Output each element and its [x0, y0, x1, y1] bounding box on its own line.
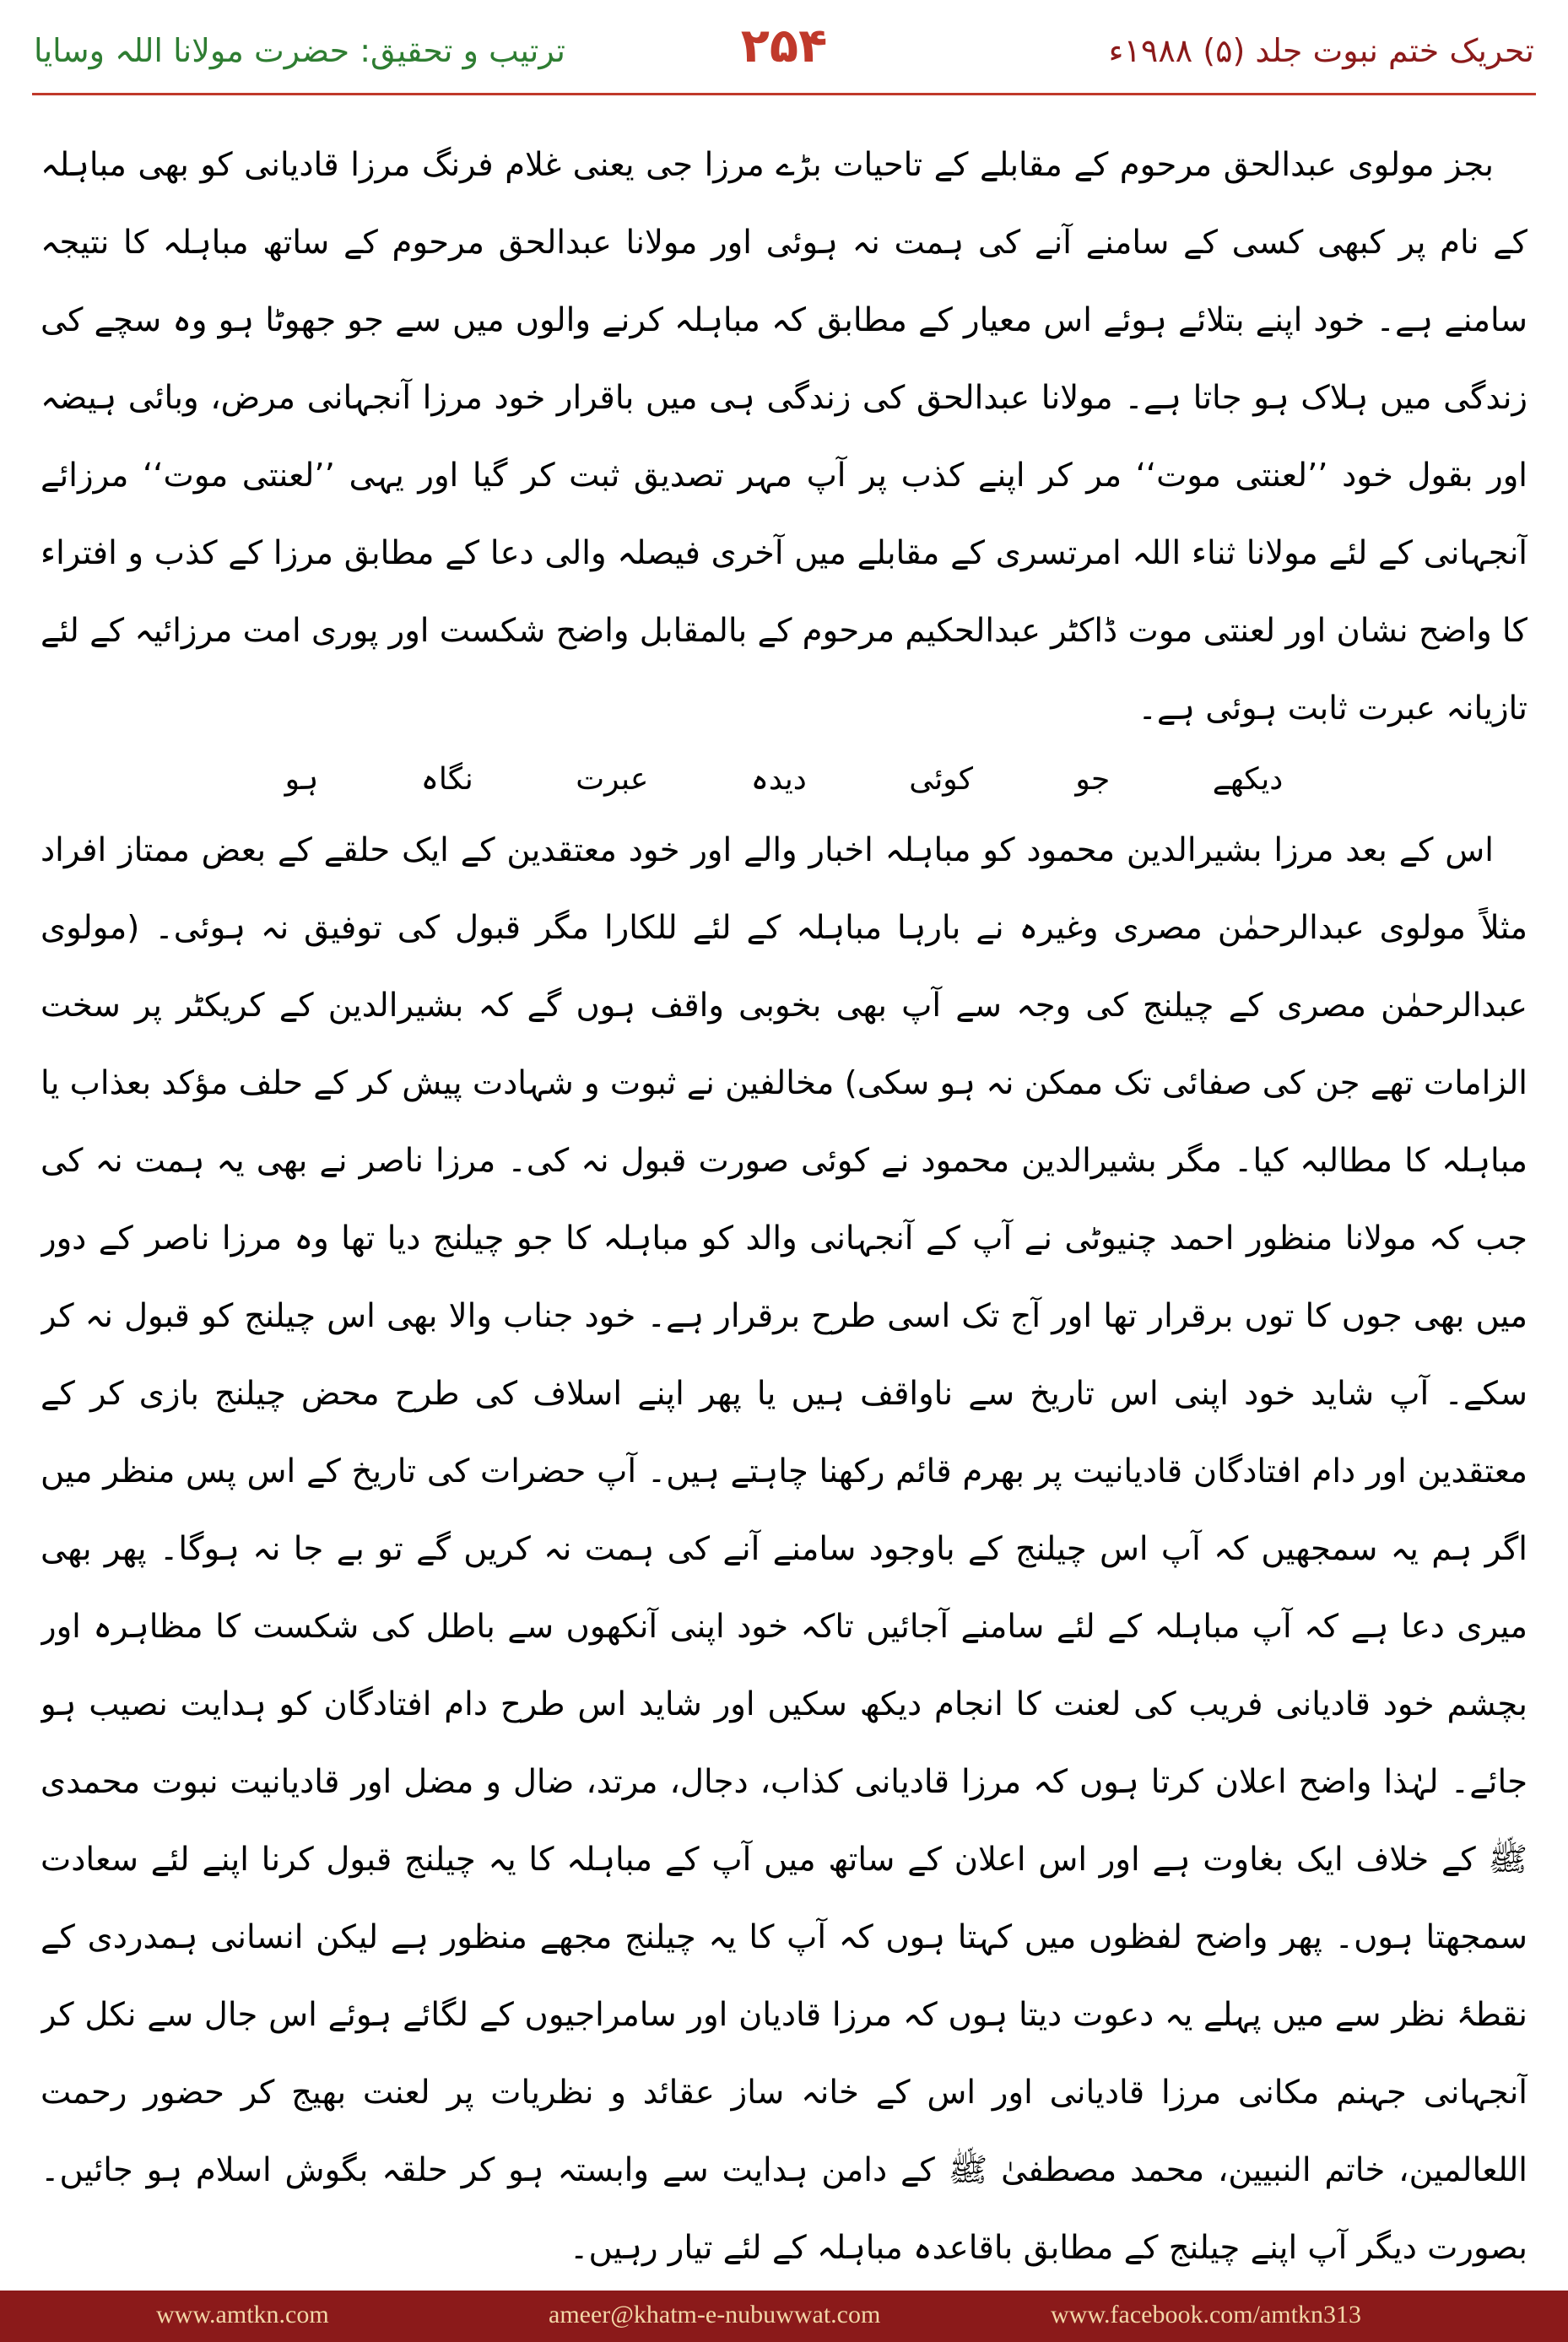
facebook-link[interactable]: www.facebook.com/amtkn313 [1051, 2301, 1361, 2328]
paragraph-1: بجز مولوی عبدالحق مرحوم کے مقابلے کے تاحیات بڑے مرزا جی یعنی غلام فرنگ مرزا قادیانی کو بھی مباہلہ کے نام پر کبھی کسی کے سامنے آنے کی ہمت نہ ہوئی اور مولانا عبدالحق مرحوم کے ساتھ مباہلہ کا نتیجہ سامنے ہے۔ خود اپنے بتلائے ہوئے اس معیار کے مطابق کہ مباہلہ کرنے والوں میں سے جو جھوٹا ہو وہ سچے کی زندگی میں ہلاک ہو جاتا ہے۔ مولانا عبدالحق کی زندگی ہی میں باقرار خود مرزا آنجہانی مرض، وبائی ہیضہ اور بقول خود ’’لعنتی موت‘‘ مر کر اپنے کذب پر آپ مہر تصدیق ثبت کر گیا اور یہی ’’لعنتی موت‘‘ مرزائے آنجہانی کے لئے مولانا ثناء اللہ امرتسری کے مقابلے میں آخری فیصلہ والی دعا کے مطابق مرزا کے کذب و افتراء کا واضح نشان اور لعنتی موت ڈاکٹر عبدالحکیم مرحوم کے بالمقابل واضح شکست اور پوری امت مرزائیہ کے لئے تازیانہ عبرت ثابت ہوئی ہے۔ [41, 146, 1527, 727]
book-title: تحریک ختم نبوت جلد (۵) ۱۹۸۸ء [1108, 32, 1534, 69]
website-link[interactable]: www.amtkn.com [156, 2301, 329, 2328]
page-footer [0, 2291, 1568, 2342]
page-body [41, 127, 1527, 2270]
poem-line: دیکھے جو کوئی دیدہ عبرت نگاہ ہو [284, 762, 1284, 797]
email-link[interactable]: ameer@khatm-e-nubuwwat.com [549, 2301, 881, 2328]
page-number: ۲۵۴ [740, 19, 828, 73]
header-divider [32, 93, 1536, 95]
paragraph-2: اس کے بعد مرزا بشیرالدین محمود کو مباہلہ اخبار والے اور خود معتقدین کے ایک حلقے کے بعض ممتاز افراد مثلاً مولوی عبدالرحمٰن مصری وغیرہ نے بارہا مباہلہ کے لئے للکارا مگر قبول کی توفیق نہ ہوئی۔ (مولوی عبدالرحمٰن مصری کے چیلنج کی وجہ سے آپ بھی بخوبی واقف ہوں گے کہ بشیرالدین کے کریکٹر پر سخت الزامات تھے جن کی صفائی تک ممکن نہ ہو سکی) مخالفین نے ثبوت و شہادت پیش کر کے حلف مؤکد بعذاب یا مباہلہ کا مطالبہ کیا۔ مگر بشیرالدین محمود نے کوئی صورت قبول نہ کی۔ مرزا ناصر نے بھی یہ ہمت نہ کی جب کہ مولانا منظور احمد چنیوٹی نے آپ کے آنجہانی والد کو مباہلہ کا جو چیلنج دیا تھا وہ مرزا ناصر کے دور میں بھی جوں کا توں برقرار تھا اور آج تک اسی طرح برقرار ہے۔ خود جناب والا بھی اس چیلنج کو قبول نہ کر سکے۔ آپ شاید خود اپنی اس تاریخ سے ناواقف ہیں یا پھر اپنے اسلاف کی طرح محض چیلنج بازی کر کے معتقدین اور دام افتادگان قادیانیت پر بھرم قائم رکھنا چاہتے ہیں۔ آپ حضرات کی تاریخ کے اس پس منظر میں اگر ہم یہ سمجھیں کہ آپ اس چیلنج کے باوجود سامنے آنے کی ہمت نہ کریں گے تو بے جا نہ ہوگا۔ پھر بھی میری دعا ہے کہ آپ مباہلہ کے لئے سامنے آجائیں تاکہ خود اپنی آنکھوں سے باطل کی شکست کا مظاہرہ اور بچشم خود قادیانی فریب کی لعنت کا انجام دیکھ سکیں اور شاید اس طرح دام افتادگان کو ہدایت نصیب ہو جائے۔ لہٰذا واضح اعلان کرتا ہوں کہ مرزا قادیانی کذاب، دجال، مرتد، ضال و مضل اور قادیانیت نبوت محمدی ﷺ کے خلاف ایک بغاوت ہے اور اس اعلان کے ساتھ میں آپ کے مباہلہ کا یہ چیلنج قبول کرنا اپنے لئے سعادت سمجھتا ہوں۔ پھر واضح لفظوں میں کہتا ہوں کہ آپ کا یہ چیلنج مجھے منظور ہے لیکن انسانی ہمدردی کے نقطۂ نظر سے میں پہلے یہ دعوت دیتا ہوں کہ مرزا قادیان اور سامراجیوں کے لگائے ہوئے اس جال سے نکل کر آنجہانی جہنم مکانی مرزا قادیانی اور اس کے خانہ ساز عقائد و نظریات پر لعنت بھیج کر حضور رحمت اللعالمین، خاتم النبیین، محمد مصطفیٰ ﷺ کے دامن ہدایت سے وابستہ ہو کر حلقہ بگوش اسلام ہو جائیں۔ بصورت دیگر آپ اپنے چیلنج کے مطابق باقاعدہ مباہلہ کے لئے تیار رہیں۔ [41, 831, 1527, 2267]
compiler-credit: ترتیب و تحقیق: حضرت مولانا اللہ وسایا [34, 32, 565, 69]
page-header [0, 0, 1568, 101]
